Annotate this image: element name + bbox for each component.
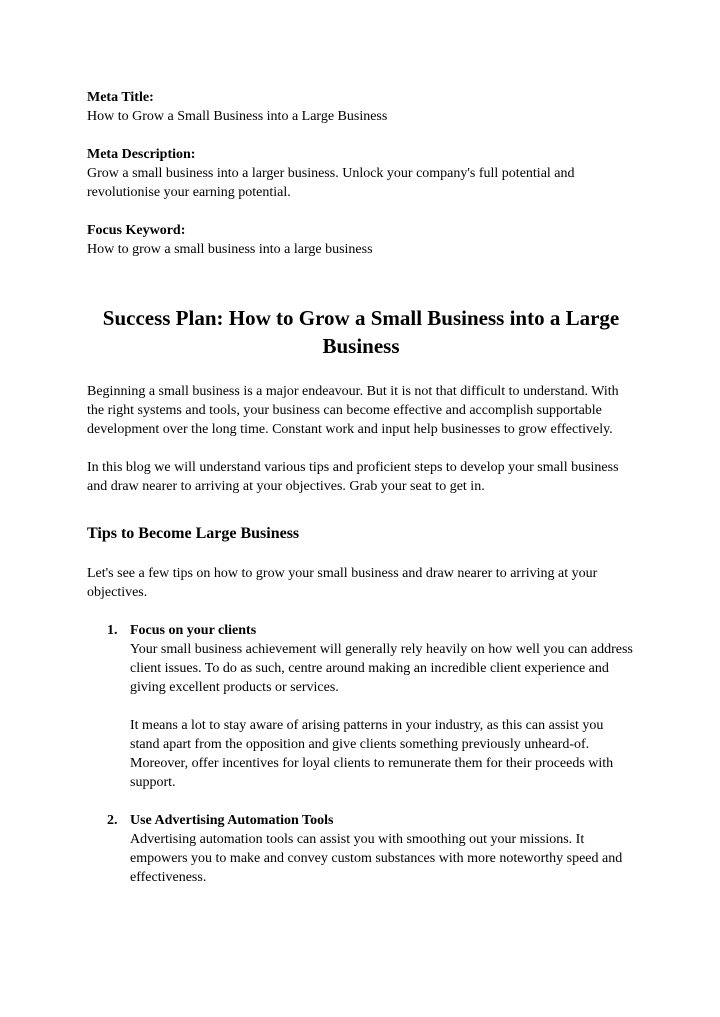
- list-item-number: 2.: [107, 813, 118, 828]
- document-page: [87, 88, 635, 906]
- list-item-title: Focus on your clients: [130, 623, 257, 638]
- focus-keyword-value: How to grow a small business into a large business: [87, 242, 373, 257]
- list-item: [87, 621, 635, 792]
- list-item-text: It means a lot to stay aware of arising patterns in your industry, as this can assist you stand apart from the opposition and give clients something previously unheard-of. Moreover, offer incentives for loyal clients to remunerate them for their proceeds with support.: [130, 718, 614, 790]
- meta-description-value: Grow a small business into a larger business. Unlock your company's full potential and revolutionise your earning potential.: [87, 166, 575, 200]
- section-intro-paragraph: Let's see a few tips on how to grow your small business and draw nearer to arriving at your objectives.: [87, 566, 598, 600]
- meta-description-label: Meta Description:: [87, 147, 196, 162]
- meta-title-value: How to Grow a Small Business into a Large Business: [87, 109, 388, 124]
- section-heading: Tips to Become Large Business: [87, 525, 300, 542]
- focus-keyword-block: [87, 221, 635, 259]
- list-item-title: Use Advertising Automation Tools: [130, 813, 334, 828]
- list-item-text: Advertising automation tools can assist you with smoothing out your missions. It empowers you to make and convey custom substances with more noteworthy speed and effectiveness.: [130, 832, 623, 885]
- focus-keyword-label: Focus Keyword:: [87, 223, 186, 238]
- intro-paragraph-1: Beginning a small business is a major endeavour. But it is not that difficult to understand. With the right systems and tools, your business can become effective and accomplish supportable development over the long time. Constant work and input help businesses to grow effectively.: [87, 384, 619, 437]
- list-item-text: Your small business achievement will generally rely heavily on how well you can address client issues. To do as such, centre around making an incredible client experience and giving excellent products or services.: [130, 642, 633, 695]
- meta-title-block: [87, 88, 635, 126]
- meta-title-label: Meta Title:: [87, 90, 154, 105]
- meta-description-block: [87, 145, 635, 202]
- article-title: Success Plan: How to Grow a Small Business into a Large Business: [102, 306, 620, 358]
- tips-list: [87, 621, 635, 887]
- intro-paragraph-2: In this blog we will understand various tips and proficient steps to develop your small business and draw nearer to arriving at your objectives. Grab your seat to get in.: [87, 460, 619, 494]
- list-item: [87, 811, 635, 887]
- list-item-number: 1.: [107, 623, 118, 638]
